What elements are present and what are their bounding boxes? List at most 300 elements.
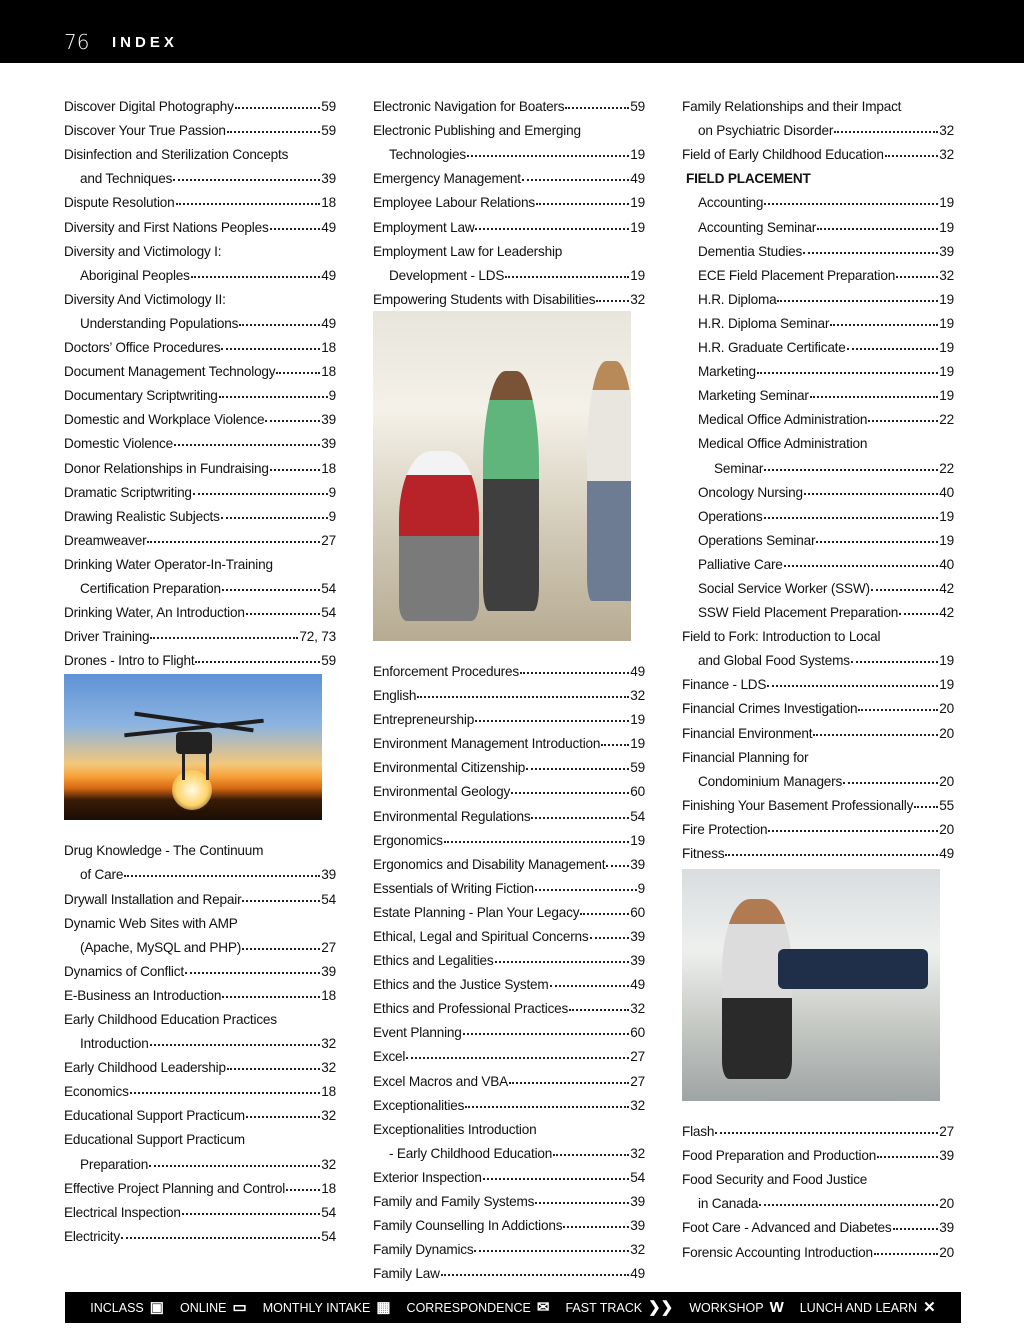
entry-title: Environmental Geology [373,784,511,800]
entry-title: Family Relationships and their Impact [682,99,902,115]
index-entry [373,1185,645,1209]
legend-item [800,1300,936,1315]
dot-leader [520,672,629,674]
index-entry [373,920,645,944]
entry-title: Driver Training [64,629,150,645]
wheelchair-students-photo [373,311,631,641]
index-entry [64,259,336,283]
entry-page-number: 54 [321,1228,336,1244]
index-entry [64,1172,336,1196]
entry-page-number: 49 [630,663,645,679]
entry-page-number: 9 [328,484,336,500]
index-entry [682,427,954,451]
index-entry [682,500,954,524]
dot-leader [601,744,629,746]
entry-title: Medical Office Administration [698,436,868,452]
index-entry [64,596,336,620]
picture-icon: ▣ [149,1299,164,1316]
entry-page-number: 19 [939,677,954,693]
entry-title: E-Business an Introduction [64,987,222,1003]
index-list [373,655,645,1281]
index-entry [682,524,954,548]
entry-page-number: 39 [321,436,336,452]
entry-page-number: 19 [939,388,954,404]
dot-leader [531,817,629,819]
entry-page-number: 19 [939,653,954,669]
entry-page-number: 59 [321,99,336,115]
dot-leader [505,276,629,278]
dot-leader [896,276,938,278]
dot-leader [475,228,629,230]
entry-title: Discover Your True Passion [64,123,226,139]
legend-item [263,1300,391,1315]
index-entry [682,403,954,427]
dot-leader [483,1178,629,1180]
index-entry [373,90,645,114]
dot-leader [535,889,637,891]
index-entry [682,548,954,572]
workshop-w-icon: W [769,1299,784,1316]
entry-page-number: 49 [630,977,645,993]
dot-leader [843,782,938,784]
dot-leader [847,348,939,350]
index-entry [373,138,645,162]
entry-title: Oncology Nursing [698,484,803,500]
entry-title: Development - LDS [389,267,505,283]
entry-title: Introduction [80,1036,149,1052]
dot-leader [246,613,321,615]
entry-page-number: 19 [939,364,954,380]
dot-leader [509,1082,629,1084]
entry-page-number: 39 [321,867,336,883]
index-entry [64,931,336,955]
entry-page-number: 19 [630,147,645,163]
index-entry [373,775,645,799]
index-entry [64,907,336,931]
entry-page-number: 59 [630,760,645,776]
entry-page-number: 39 [630,928,645,944]
entry-title: Social Service Worker (SSW) [698,580,870,596]
entry-title: Environmental Citizenship [373,760,526,776]
index-entry [64,355,336,379]
index-entry [64,403,336,427]
dot-leader [149,1165,320,1167]
entry-title: Financial Environment [682,725,813,741]
legend-label: ONLINE [179,1300,227,1315]
index-entry [373,1064,645,1088]
dot-leader [150,1044,321,1046]
utensils-icon: ✕ [923,1299,936,1316]
mail-icon: ✉ [536,1299,550,1316]
index-entry [373,235,645,259]
index-entry [682,235,954,259]
entry-title: Finishing Your Basement Professionally [682,797,914,813]
entry-title: Drug Knowledge - The Continuum [64,843,264,859]
dot-leader [227,1068,320,1070]
index-entry [682,307,954,331]
entry-title: Family Law [373,1266,440,1282]
dot-leader [816,541,938,543]
entry-page-number: 32 [321,1036,336,1052]
entry-page-number: 39 [321,963,336,979]
dot-leader [804,493,938,495]
entry-title: Medical Office Administration [698,412,868,428]
entry-title: FIELD PLACEMENT [686,171,811,187]
fitness-bike-photo [682,869,940,1101]
entry-title: Employee Labour Relations [373,195,536,211]
legend-label: WORKSHOP [689,1300,764,1315]
index-entry [64,1123,336,1147]
entry-title: Food Security and Food Justice [682,1172,868,1188]
legend-label: LUNCH AND LEARN [799,1300,918,1315]
index-entry [373,751,645,775]
entry-page-number: 19 [939,219,954,235]
entry-title: Electronic Navigation for Boaters [373,99,565,115]
index-entry [682,355,954,379]
dot-leader [235,107,321,109]
legend-label: FAST TRACK [565,1300,643,1315]
index-entry [682,1139,954,1163]
dot-leader [565,107,629,109]
entry-page-number: 39 [630,1194,645,1209]
entry-title: Foot Care - Advanced and Diabetes [682,1220,892,1236]
index-entry [373,968,645,992]
index-entry [682,379,954,403]
index-entry [682,283,954,307]
dot-leader [899,613,938,615]
drone-photo [64,674,322,820]
monitor-icon: ▭ [232,1299,247,1316]
dot-leader [893,1228,939,1230]
page-title: INDEX [112,34,178,51]
entry-page-number: 49 [939,846,954,861]
dot-leader [553,1154,629,1156]
entry-title: Exceptionalities [373,1097,465,1113]
entry-title: Excel [373,1049,406,1065]
entry-page-number: 54 [630,1169,645,1185]
entry-page-number: 49 [321,315,336,331]
dot-leader [871,589,938,591]
entry-title: Dynamic Web Sites with AMP [64,915,238,931]
dot-leader [851,661,938,663]
entry-title: Employment Law for Leadership [373,243,563,259]
entry-page-number: 54 [321,580,336,596]
dot-leader [495,961,630,963]
dot-leader [606,865,629,867]
entry-page-number: 22 [939,412,954,428]
entry-title: Discover Digital Photography [64,99,234,115]
entry-title: Diversity and Victimology I: [64,243,222,259]
dot-leader [813,734,938,736]
entry-title: Estate Planning - Plan Your Legacy [373,904,580,920]
index-entry [64,1027,336,1051]
entry-page-number: 39 [939,1220,954,1236]
index-entry [373,992,645,1016]
dot-leader [563,1226,629,1228]
index-entry [373,1016,645,1040]
dot-leader [580,913,629,915]
dot-leader [550,985,630,987]
index-entry [64,476,336,500]
entry-title: Financial Crimes Investigation [682,701,858,717]
legend-item [689,1300,783,1315]
dot-leader [121,1237,320,1239]
dot-leader [286,1189,320,1191]
entry-title: Forensic Accounting Introduction [682,1244,873,1260]
entry-title: Family Dynamics [373,1242,474,1258]
index-entry [373,1233,645,1257]
entry-page-number: 32 [630,1145,645,1161]
dot-leader [777,300,938,302]
entry-title: Ethics and the Justice System [373,977,549,993]
fast-forward-icon: ❯❯ [648,1299,674,1316]
entry-page-number: 39 [630,953,645,969]
index-entry [373,824,645,848]
dot-leader [195,661,320,663]
index-entry [682,765,954,789]
index-entry [373,944,645,968]
index-entry [682,716,954,740]
entry-page-number: 32 [939,267,954,283]
index-entry [682,259,954,283]
index-entry [373,727,645,751]
index-entry [64,379,336,403]
index-entry [682,789,954,813]
entry-page-number: 18 [321,195,336,211]
entry-title: Donor Relationships in Fundraising [64,460,269,476]
entry-page-number: 19 [939,508,954,524]
dot-leader [764,517,939,519]
entry-title: Seminar [714,460,764,476]
index-entry [64,1051,336,1075]
index-entry [64,620,336,644]
index-entry [64,138,336,162]
entry-page-number: 42 [939,580,954,596]
entry-page-number: 32 [630,1001,645,1017]
legend-label: INCLASS [90,1300,144,1315]
entry-title: Emergency Management [373,171,521,187]
entry-title: Diversity and First Nations Peoples [64,219,269,235]
entry-page-number: 39 [939,243,954,259]
index-list [64,90,336,668]
index-entry [373,799,645,823]
index-entry [373,679,645,703]
entry-title: Event Planning [373,1025,462,1041]
entry-page-number: 18 [321,987,336,1003]
entry-title: Family Counselling In Addictions [373,1218,563,1234]
legend-item [90,1300,164,1315]
entry-page-number: 20 [939,1244,954,1260]
entry-title: Accounting [698,195,764,211]
entry-title: Finance - LDS [682,677,767,693]
index-entry [682,1211,954,1235]
index-entry [373,283,645,307]
entry-title: Excel Macros and VBA [373,1073,509,1089]
entry-page-number: 49 [321,267,336,283]
entry-title: in Canada [698,1196,759,1212]
index-entry [64,500,336,524]
index-entry [64,1003,336,1027]
entry-page-number: 60 [630,904,645,920]
entry-page-number: 19 [630,267,645,283]
index-entry [64,331,336,355]
index-entry [64,451,336,475]
entry-title: Financial Planning for [682,749,809,765]
entry-title: Drinking Water, An Introduction [64,605,245,621]
entry-title: H.R. Diploma [698,291,777,307]
dot-leader [474,1250,629,1252]
dot-leader [221,348,320,350]
entry-title: Early Childhood Leadership [64,1060,226,1076]
dot-leader [914,806,938,808]
index-entry [64,1220,336,1244]
entry-title: Document Management Technology [64,364,276,380]
entry-title: and Global Food Systems [698,653,850,669]
dot-leader [858,709,938,711]
entry-page-number: 19 [939,195,954,211]
exercise-table-shape [778,949,928,989]
index-entry [682,620,954,644]
entry-page-number: 54 [321,1204,336,1220]
index-entry [682,596,954,620]
entry-page-number: 32 [630,1242,645,1258]
entry-page-number: 59 [321,123,336,139]
dot-leader [767,685,938,687]
index-entry [682,90,954,114]
dot-leader [265,420,320,422]
entry-title: Operations Seminar [698,532,816,548]
index-entry [373,210,645,234]
entry-page-number: 32 [630,1097,645,1113]
entry-page-number: 54 [321,605,336,621]
dot-leader [715,1132,938,1134]
entry-title: Domestic and Workplace Violence [64,412,265,428]
dot-leader [173,179,320,181]
dot-leader [569,1009,629,1011]
entry-page-number: 32 [939,123,954,139]
dot-leader [817,228,938,230]
index-entry [373,162,645,186]
dot-leader [270,228,321,230]
index-entry [682,572,954,596]
index-entry [682,1235,954,1259]
dot-leader [536,203,629,205]
dot-leader [246,1116,320,1118]
index-entry [373,1040,645,1064]
entry-title: Drinking Water Operator-In-Training [64,556,273,572]
entry-title: Marketing Seminar [698,388,809,404]
index-entry [64,572,336,596]
index-entry [373,896,645,920]
index-list [682,1115,954,1260]
index-entry [64,283,336,307]
dot-leader [222,996,320,998]
dot-leader [759,1204,938,1206]
entry-page-number: 39 [321,412,336,428]
entry-page-number: 39 [630,1218,645,1234]
entry-title: Environment Management Introduction [373,736,601,752]
dot-leader [185,972,320,974]
index-entry [682,210,954,234]
dot-leader [465,1106,629,1108]
dot-leader [784,565,939,567]
dot-leader [174,444,320,446]
entry-title: Diversity And Victimology II: [64,291,226,307]
index-entry [373,872,645,896]
entry-title: Ethical, Legal and Spiritual Concerns [373,928,589,944]
entry-title: Food Preparation and Production [682,1148,877,1164]
index-entry [373,1137,645,1161]
drone-leg [182,752,185,780]
dot-leader [868,420,938,422]
entry-page-number: 32 [321,1156,336,1172]
index-entry [373,1161,645,1185]
entry-page-number: 40 [939,484,954,500]
index-entry [682,837,954,861]
entry-title: Technologies [389,147,466,163]
entry-title: Essentials of Writing Fiction [373,880,534,896]
legend-item [565,1300,673,1315]
dot-leader [270,469,320,471]
entry-title: Fire Protection [682,821,768,837]
entry-title: of Care [80,867,124,883]
entry-page-number: 19 [630,832,645,848]
dot-leader [242,900,320,902]
entry-title: Documentary Scriptwriting [64,388,218,404]
entry-page-number: 19 [630,195,645,211]
dot-leader [725,854,938,856]
index-entry [682,644,954,668]
entry-title: Operations [698,508,763,524]
entry-title: H.R. Graduate Certificate [698,340,846,356]
dot-leader [885,155,939,157]
entry-page-number: 18 [321,364,336,380]
dot-leader [441,1274,630,1276]
index-entry [373,703,645,727]
entry-title: Certification Preparation [80,580,221,596]
dot-leader [227,131,320,133]
entry-page-number: 27 [321,532,336,548]
entry-title: Condominium Managers [698,773,843,789]
entry-page-number: 59 [321,653,336,669]
entry-page-number: 18 [321,460,336,476]
entry-page-number: 39 [321,171,336,187]
entry-page-number: 19 [939,340,954,356]
dot-leader [803,252,938,254]
dot-leader [191,276,321,278]
index-entry [373,1089,645,1113]
dot-leader [182,1213,321,1215]
dot-leader [596,300,629,302]
entry-page-number: 18 [321,340,336,356]
entry-title: Environmental Regulations [373,808,531,824]
entry-page-number: 9 [328,508,336,524]
entry-page-number: 32 [321,1060,336,1076]
entry-title: Electricity [64,1228,120,1244]
entry-title: Aboriginal Peoples [80,267,190,283]
index-entry [682,1187,954,1211]
index-entry [64,979,336,1003]
index-entry [682,741,954,765]
entry-title: Ethics and Professional Practices [373,1001,569,1017]
entry-title: Dramatic Scriptwriting [64,484,192,500]
index-entry [64,1196,336,1220]
dot-leader [522,179,629,181]
index-entry [682,692,954,716]
index-entry [64,1147,336,1171]
entry-page-number: 20 [939,1196,954,1212]
entry-page-number: 42 [939,605,954,621]
